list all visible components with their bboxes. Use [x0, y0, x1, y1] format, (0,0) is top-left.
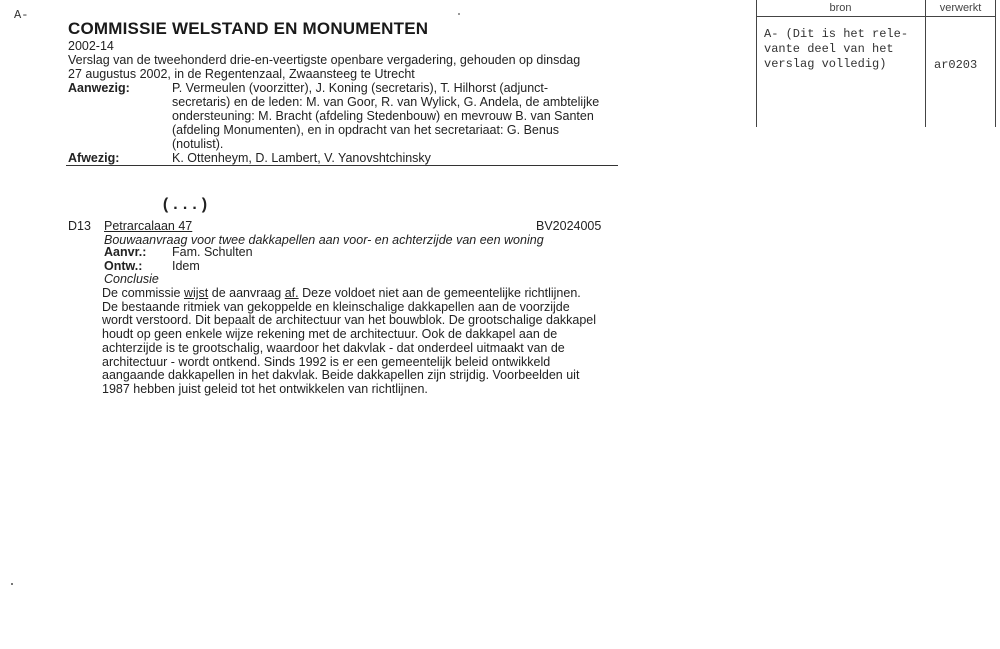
designer-label: Ontw.: [104, 259, 143, 273]
subtitle-line-2: 27 augustus 2002, in de Regentenzaal, Zwaansteeg te Utrecht [68, 67, 415, 81]
table-border-middle [925, 0, 926, 127]
bron-line-2: vante deel van het [764, 42, 894, 56]
bron-note [764, 27, 908, 72]
table-border-left [756, 0, 757, 127]
conclusion-line: architectuur - wordt ontkend. Sinds 1992 is er een gemeentelijk beleid ontwikkeld [102, 354, 551, 369]
scan-speck [11, 583, 13, 585]
table-header-rule [756, 16, 996, 17]
corner-mark: A- [14, 8, 29, 22]
applicant-label: Aanvr.: [104, 245, 147, 259]
designer-value: Idem [172, 259, 200, 273]
header-verwerkt: verwerkt [939, 2, 982, 14]
verwerkt-value: ar0203 [934, 58, 978, 72]
conclusion-line-1 [102, 287, 622, 301]
conclusion-mid: de aanvraag [208, 286, 285, 300]
item-description: Bouwaanvraag voor twee dakkapellen aan voor- en achterzijde van een woning [104, 233, 544, 247]
header-bron: bron [829, 2, 852, 14]
present-line-5: (notulist). [172, 137, 224, 151]
conclusion-line: houdt op geen enkele wijze rekening met de architectuur. Ook de dakkapel aan de [102, 327, 558, 342]
session-number: 2002-14 [68, 39, 114, 53]
conclusion-line: 1987 hebben juist geleid tot het ontwikkelen van richtlijnen. [102, 381, 428, 396]
table-border-right [995, 0, 996, 127]
header-divider [66, 165, 618, 166]
item-code: D13 [68, 219, 91, 233]
present-label: Aanwezig: [68, 81, 130, 95]
present-line-4: (afdeling Monumenten), en in opdracht van het secretariaat: G. Benus [172, 123, 560, 137]
conclusion-text [102, 287, 622, 397]
subtitle-line-1: Verslag van de tweehonderd drie-en-veertigste openbare vergadering, gehouden op dinsdag [68, 53, 581, 67]
conclusion-line: achterzijde is te grootschalig, waardoor het dakvlak - dat onderdeel uitmaakt van de [102, 340, 565, 355]
absent-label: Afwezig: [68, 151, 120, 165]
bron-line-1: A- (Dit is het rele- [764, 27, 909, 41]
absent-value: K. Ottenheym, D. Lambert, V. Yanovshtchinsky [172, 151, 431, 165]
omission-marker: (...) [161, 196, 210, 214]
document-title: COMMISSIE WELSTAND EN MONUMENTEN [68, 19, 429, 38]
scan-speck [458, 13, 460, 15]
present-line-1: P. Vermeulen (voorzitter), J. Koning (secretaris), T. Hilhorst (adjunct- [172, 81, 549, 95]
conclusion-line: De bestaande ritmiek van gekoppelde en kleinschalige dakkapellen aan de voorzijde [102, 299, 570, 314]
conclusion-pre: De commissie [102, 286, 184, 300]
applicant-value: Fam. Schulten [172, 245, 253, 259]
verdict-word-2: af. [284, 286, 299, 300]
present-line-2: secretaris) en de leden: M. van Goor, R. van Wylick, G. Andela, de ambtelijke [172, 95, 600, 109]
source-table [756, 0, 996, 128]
conclusion-line: wordt verstoord. Dit bepaalt de architectuur van het bouwblok. De grootschalige dakkapel [102, 313, 597, 328]
verdict-word: wijst [183, 286, 209, 300]
conclusion-post: Deze voldoet niet aan de gemeentelijke richtlijnen. [298, 286, 581, 300]
conclusion-heading: Conclusie [104, 272, 159, 286]
present-line-3: ondersteuning: M. Bracht (afdeling Stedenbouw) en mevrouw B. van Santen [172, 109, 594, 123]
conclusion-line: aangaande dakkapellen in het dakvlak. Beide dakkapellen zijn strijdig. Voorbeelden uit [102, 368, 580, 383]
item-reference: BV2024005 [536, 219, 602, 233]
item-address: Petrarcalaan 47 [104, 219, 193, 233]
bron-line-3: verslag volledig) [764, 57, 887, 71]
